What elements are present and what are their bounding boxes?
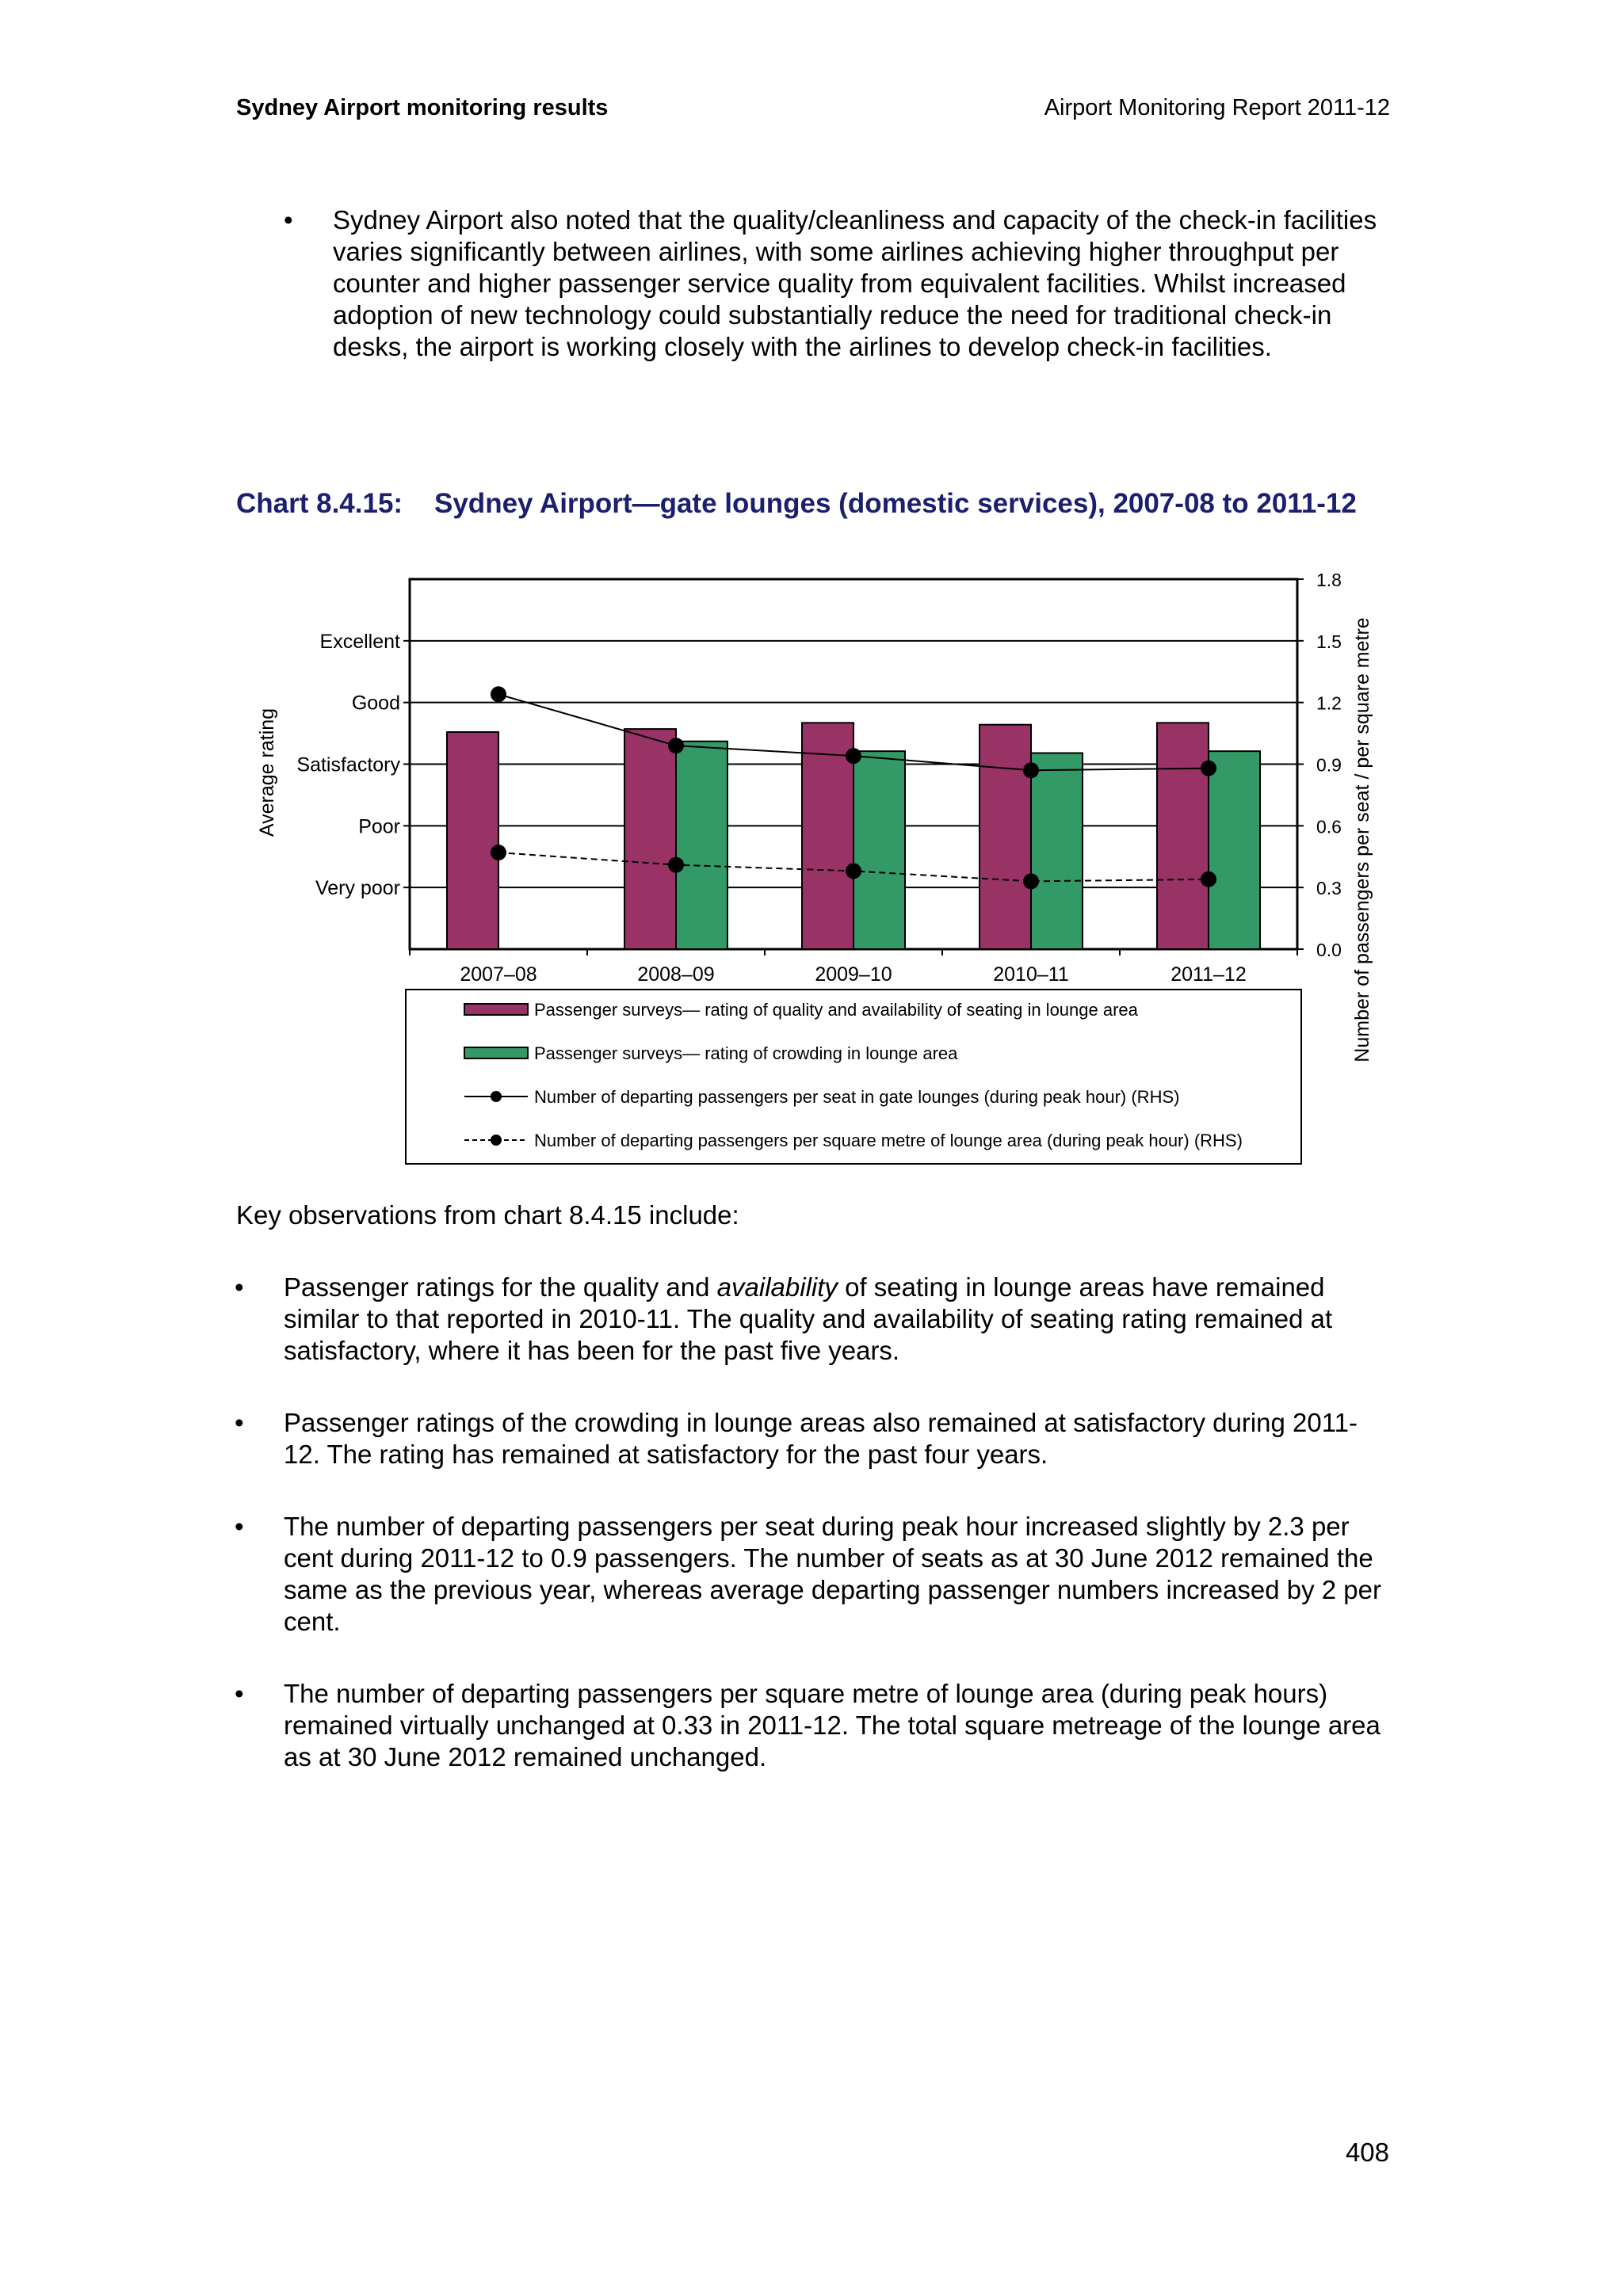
key-observations-list — [235, 1272, 1393, 1814]
bar-seating-rating — [1157, 723, 1209, 949]
bar-crowding-rating — [1031, 753, 1083, 949]
key-bullet-text: The number of departing passengers per square metre of lounge area (during peak hours) remained virtually unchanged at 0.33 in 2011-12. The total square metreage of the lounge area as at 30 June 2012 remained unchanged. — [284, 1679, 1381, 1772]
x-tick-label: 2010–11 — [993, 963, 1069, 986]
list-item — [235, 1407, 1393, 1470]
key-bullet-text: Passenger ratings of the crowding in lounge areas also remained at satisfactory during 2011-12. The rating has remained at satisfactory for the past four years. — [284, 1408, 1358, 1469]
key-bullet-text-end: of seating in lounge areas have remained similar to that reported in 2010-11. The quality and availability of seating rating remained at satisfactory, where it has been for the past five years. — [284, 1272, 1333, 1365]
data-point — [668, 857, 684, 873]
key-bullet-text: Passenger ratings for the quality and — [284, 1272, 717, 1302]
bullet-icon: • — [235, 1408, 244, 1437]
data-point — [1201, 871, 1216, 887]
legend-marker — [491, 1091, 502, 1102]
key-observations-intro: Key observations from chart 8.4.15 include: — [236, 1200, 739, 1230]
legend-label: Passenger surveys— rating of quality and availability of seating in lounge area — [534, 1000, 1138, 1020]
data-point — [668, 738, 684, 753]
bar-seating-rating — [447, 732, 498, 949]
data-point — [846, 863, 861, 879]
x-tick-label: 2007–08 — [460, 963, 537, 986]
chart-number: Chart 8.4.15: — [236, 488, 403, 519]
data-point — [846, 748, 861, 764]
legend-marker — [491, 1135, 502, 1146]
data-point — [1201, 761, 1216, 776]
bar-seating-rating — [980, 725, 1031, 949]
legend-swatch — [464, 1004, 528, 1015]
intro-bullet-text: Sydney Airport also noted that the quality/cleanliness and capacity of the check-in facilities varies significantly between airlines, with some airlines achieving higher throughput per counter and higher passenger service quality from equivalent facilities. Whilst increased adoption of new technology could substantially reduce the need for traditional check-in desks, the airport is working closely with the airlines to develop check-in facilities. — [333, 205, 1377, 361]
data-point — [1023, 762, 1039, 778]
y-left-tick-label: Good — [351, 692, 400, 715]
key-bullet-text: The number of departing passengers per seat during peak hour increased slightly by 2.3 per cent during 2011-12 to 0.9 passengers. The number of seats as at 30 June 2012 remained the same as the previous year, whereas average departing passenger numbers increased by 2 per cent. — [284, 1512, 1381, 1636]
y-left-tick-label: Very poor — [315, 877, 400, 900]
header-report-title: Airport Monitoring Report 2011-12 — [1044, 95, 1390, 120]
y-left-tick-label: Satisfactory — [296, 753, 400, 776]
y-left-axis-label: Average rating — [256, 707, 278, 837]
y-right-tick-label: 1.8 — [1316, 570, 1342, 590]
y-right-tick-label: 1.2 — [1316, 692, 1342, 714]
list-item — [235, 1678, 1393, 1773]
bullet-icon: • — [235, 1679, 244, 1708]
header-section-title: Sydney Airport monitoring results — [236, 95, 609, 120]
legend-label: Passenger surveys— rating of crowding in lounge area — [534, 1043, 958, 1063]
y-right-axis-label: Number of passengers per seat / per square metre — [1351, 617, 1373, 1062]
data-point — [1023, 873, 1039, 889]
data-point — [491, 845, 506, 860]
key-bullet-emphasis: availability — [716, 1272, 838, 1302]
bar-crowding-rating — [676, 742, 727, 949]
bar-crowding-rating — [1209, 751, 1260, 949]
chart-title-text: Sydney Airport—gate lounges (domestic services), 2007-08 to 2011-12 — [434, 488, 1357, 519]
y-right-tick-label: 0.6 — [1316, 816, 1342, 837]
bar-seating-rating — [624, 729, 676, 949]
x-tick-label: 2009–10 — [815, 963, 892, 986]
y-left-tick-label: Poor — [358, 815, 400, 838]
x-tick-label: 2011–12 — [1170, 963, 1247, 986]
bullet-icon: • — [235, 1272, 244, 1302]
bullet-icon: • — [235, 1512, 244, 1541]
legend-swatch — [464, 1047, 528, 1058]
x-tick-label: 2008–09 — [637, 963, 715, 986]
legend-label: Number of departing passengers per seat in gate lounges (during peak hour) (RHS) — [534, 1087, 1180, 1107]
data-point — [491, 686, 506, 702]
y-right-tick-label: 1.5 — [1316, 631, 1342, 652]
y-left-tick-label: Excellent — [319, 630, 400, 653]
bar-crowding-rating — [854, 751, 905, 949]
y-right-tick-label: 0.9 — [1316, 754, 1342, 776]
list-item — [235, 1511, 1393, 1638]
page-number: 408 — [1345, 2138, 1389, 2167]
bullet-icon: • — [284, 205, 293, 235]
legend-label: Number of departing passengers per square metre of lounge area (during peak hour) (RHS) — [534, 1131, 1243, 1150]
y-right-tick-label: 0.0 — [1316, 940, 1342, 960]
y-right-tick-label: 0.3 — [1316, 878, 1342, 899]
list-item — [235, 1272, 1393, 1367]
